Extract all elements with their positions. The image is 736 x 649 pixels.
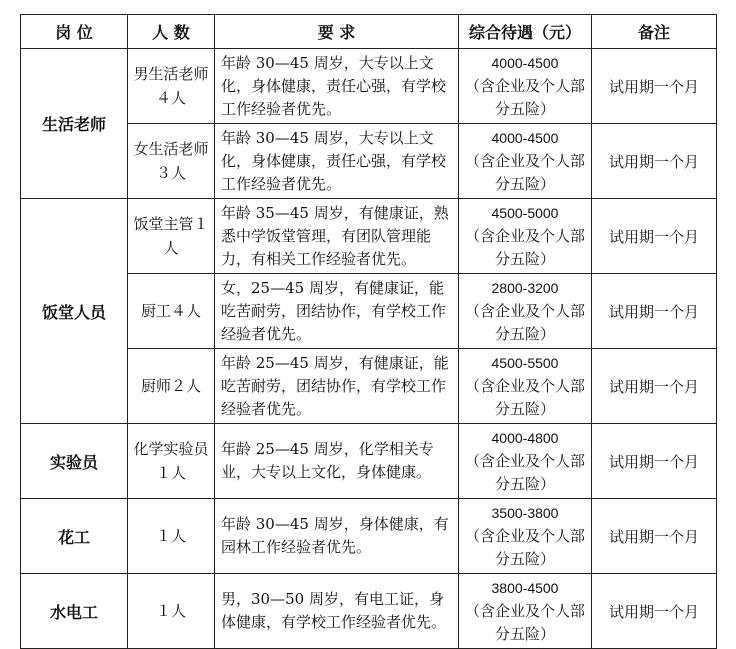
table-row [21,499,717,574]
salary-cell [459,574,592,649]
remark-cell: 试用期一个月 [592,574,717,649]
requirement-cell: 年龄 25—45 周岁，化学相关专业，大专以上文化，身体健康。 [215,424,459,499]
remark-cell: 试用期一个月 [592,499,717,574]
remark-cell: 试用期一个月 [592,424,717,499]
salary-cell [459,49,592,124]
salary-range: 4000-4500 [491,54,559,71]
salary-benefit: （含企业及个人部分五险） [464,376,585,418]
header-position: 岗 位 [21,15,128,49]
salary-range: 2800-3200 [491,279,559,296]
count-cell: 化学实验员１人 [128,424,215,499]
table-row [21,424,717,499]
requirement-cell: 女，25—45 周岁，有健康证，能吃苦耐劳，团结协作，有学校工作经验者优先。 [215,274,459,349]
salary-benefit: （含企业及个人部分五险） [464,301,585,343]
salary-benefit: （含企业及个人部分五险） [464,451,585,493]
salary-cell [459,124,592,199]
position-canteen: 饭堂人员 [21,199,128,424]
position-gardener: 花工 [21,499,128,574]
header-requirements: 要 求 [215,15,459,49]
count-cell: １人 [128,499,215,574]
position-life-teacher: 生活老师 [21,49,128,199]
salary-benefit: （含企业及个人部分五险） [464,151,585,193]
requirement-cell: 年龄 35—45 周岁，有健康证，熟悉中学饭堂管理，有团队管理能力，有相关工作经验者优先。 [215,199,459,274]
remark-cell: 试用期一个月 [592,124,717,199]
position-lab: 实验员 [21,424,128,499]
remark-cell: 试用期一个月 [592,49,717,124]
header-row [21,15,717,49]
requirement-cell: 年龄 30—45 周岁，大专以上文化，身体健康，责任心强，有学校工作经验者优先。 [215,49,459,124]
salary-range: 3800-4500 [491,579,559,596]
salary-benefit: （含企业及个人部分五险） [464,526,585,568]
requirement-cell: 男，30—50 周岁，有电工证，身体健康，有学校工作经验者优先。 [215,574,459,649]
requirement-cell: 年龄 30—45 周岁，大专以上文化，身体健康，责任心强，有学校工作经验者优先。 [215,124,459,199]
salary-range: 3500-3800 [491,504,559,521]
count-cell: 厨师２人 [128,349,215,424]
header-remark: 备注 [592,15,717,49]
salary-range: 4000-4500 [491,129,559,146]
salary-benefit: （含企业及个人部分五险） [464,226,585,268]
salary-cell [459,349,592,424]
remark-cell: 试用期一个月 [592,349,717,424]
requirement-cell: 年龄 30—45 周岁，身体健康，有园林工作经验者优先。 [215,499,459,574]
count-cell: １人 [128,574,215,649]
remark-cell: 试用期一个月 [592,199,717,274]
header-salary: 综合待遇（元） [459,15,592,49]
count-cell: 女生活老师３人 [128,124,215,199]
table-row [21,574,717,649]
salary-cell [459,199,592,274]
remark-cell: 试用期一个月 [592,274,717,349]
recruitment-table [20,14,717,649]
salary-cell [459,499,592,574]
requirement-cell: 年龄 25—45 周岁，有健康证，能吃苦耐劳，团结协作，有学校工作经验者优先。 [215,349,459,424]
header-count: 人 数 [128,15,215,49]
salary-range: 4500-5500 [491,354,559,371]
salary-range: 4000-4800 [491,429,559,446]
position-plumber: 水电工 [21,574,128,649]
salary-benefit: （含企业及个人部分五险） [464,76,585,118]
salary-cell [459,424,592,499]
salary-benefit: （含企业及个人部分五险） [464,601,585,643]
count-cell: 饭堂主管１人 [128,199,215,274]
salary-range: 4500-5000 [491,204,559,221]
table-row [21,49,717,124]
count-cell: 厨工４人 [128,274,215,349]
count-cell: 男生活老师４人 [128,49,215,124]
salary-cell [459,274,592,349]
table-row [21,199,717,274]
